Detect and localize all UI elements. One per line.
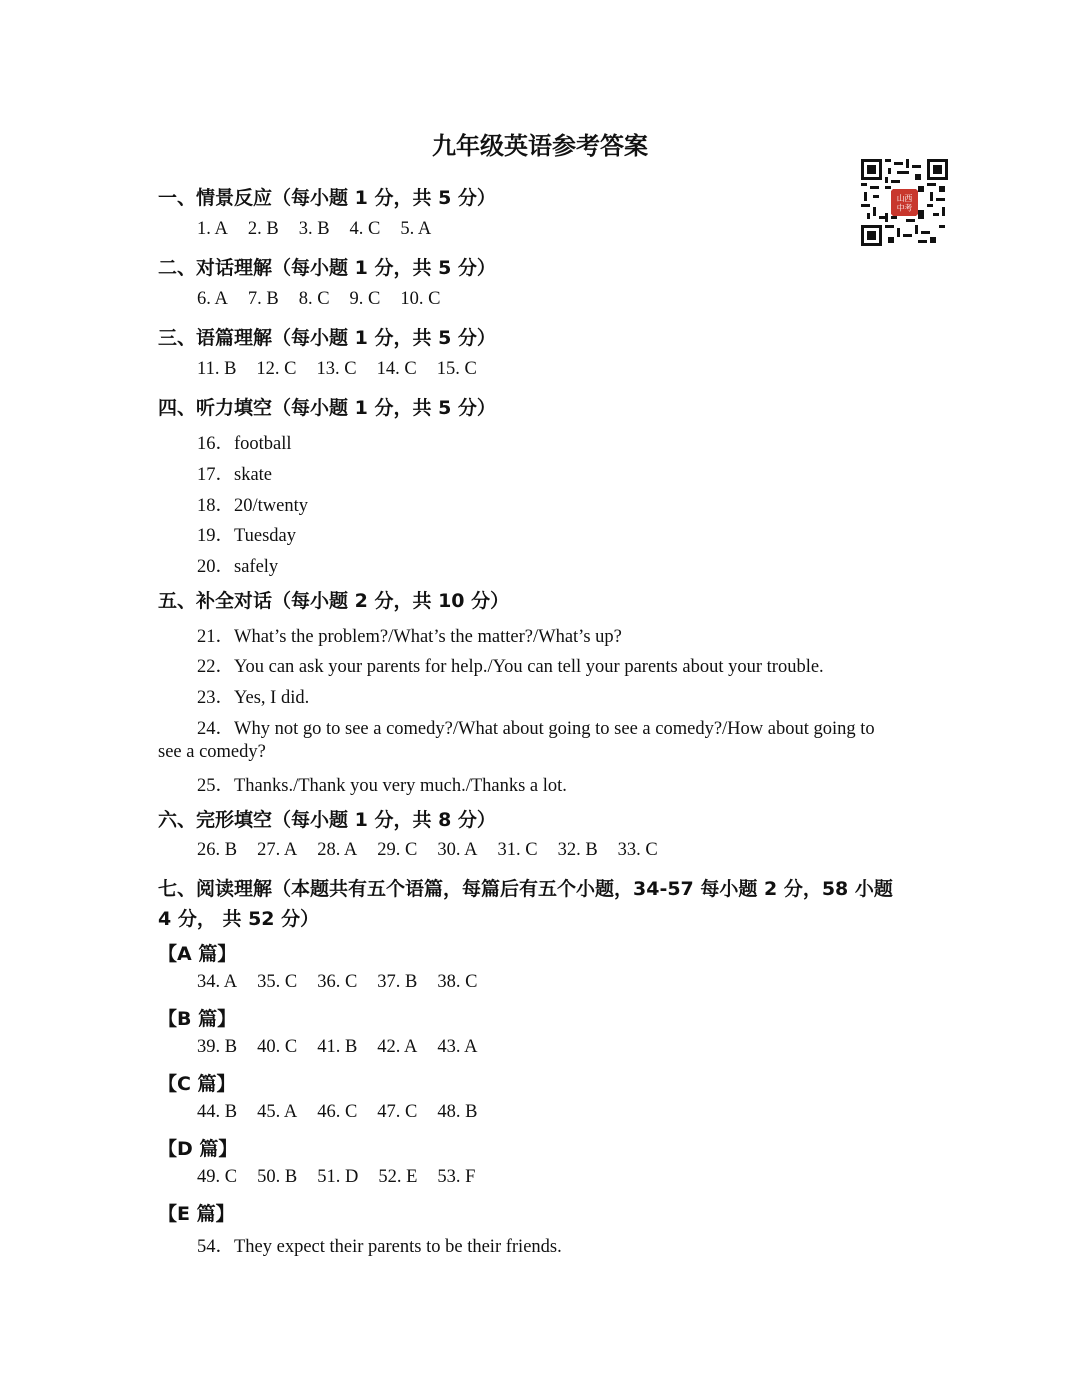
- answer-row-a: [197, 972, 497, 993]
- answer-24-continued: see a comedy?: [158, 742, 266, 762]
- answer-row-3: [197, 359, 497, 380]
- answer-26: 26. B: [197, 840, 238, 860]
- answer-19: 19．Tuesday: [197, 526, 297, 546]
- answer-33: 33. C: [617, 840, 658, 860]
- answer-54: 54．They expect their parents to be their friends.: [197, 1237, 562, 1257]
- answer-42: 42. A: [377, 1037, 418, 1057]
- answer-15: 15. C: [436, 359, 477, 379]
- answer-53: 53. F: [437, 1167, 476, 1187]
- passage-label-a: 【A 篇】: [158, 943, 237, 965]
- answer-35: 35. C: [257, 972, 298, 992]
- answer-10: 10. C: [400, 289, 441, 309]
- passage-label-d: 【D 篇】: [158, 1138, 238, 1160]
- answer-23: 23．Yes, I did.: [197, 688, 310, 708]
- answer-47: 47. C: [377, 1102, 418, 1122]
- qr-logo-text-top: 山西: [896, 194, 913, 203]
- answer-48: 48. B: [437, 1102, 478, 1122]
- qr-logo-text-bottom: 中考: [896, 203, 913, 213]
- section-heading-4: 四、听力填空（每小题 1 分，共 5 分）: [158, 397, 496, 419]
- answer-row-d: [197, 1167, 495, 1188]
- answer-49: 49. C: [197, 1167, 238, 1187]
- answer-45: 45. A: [257, 1102, 298, 1122]
- answer-43: 43. A: [437, 1037, 478, 1057]
- answer-29: 29. C: [377, 840, 418, 860]
- answer-11: 11. B: [197, 359, 237, 379]
- answer-41: 41. B: [317, 1037, 358, 1057]
- answer-5: 5. A: [400, 219, 432, 239]
- answer-38: 38. C: [437, 972, 478, 992]
- answer-row-c: [197, 1102, 497, 1123]
- answer-51: 51. D: [317, 1167, 359, 1187]
- passage-label-c: 【C 篇】: [158, 1073, 236, 1095]
- answer-12: 12. C: [256, 359, 297, 379]
- section-heading-6: 六、完形填空（每小题 1 分，共 8 分）: [158, 809, 496, 831]
- passage-label-e: 【E 篇】: [158, 1203, 235, 1225]
- section-heading-7: 七、阅读理解（本题共有五个语篇，每篇后有五个小题，34-57 每小题 2 分，58 小题: [158, 878, 893, 900]
- answer-36: 36. C: [317, 972, 358, 992]
- answer-37: 37. B: [377, 972, 418, 992]
- answer-row-1: [197, 219, 451, 240]
- answer-7: 7. B: [247, 289, 279, 309]
- answer-34: 34. A: [197, 972, 238, 992]
- answer-2: 2. B: [247, 219, 279, 239]
- section-heading-2: 二、对话理解（每小题 1 分，共 5 分）: [158, 257, 496, 279]
- answer-30: 30. A: [437, 840, 478, 860]
- answer-4: 4. C: [349, 219, 381, 239]
- answer-52: 52. E: [378, 1167, 418, 1187]
- answer-14: 14. C: [376, 359, 417, 379]
- answer-46: 46. C: [317, 1102, 358, 1122]
- section-heading-3: 三、语篇理解（每小题 1 分，共 5 分）: [158, 327, 496, 349]
- answer-9: 9. C: [349, 289, 381, 309]
- answer-32: 32. B: [557, 840, 598, 860]
- answer-3: 3. B: [298, 219, 330, 239]
- section-heading-7-continued: 4 分， 共 52 分）: [158, 908, 320, 930]
- answer-6: 6. A: [197, 289, 228, 309]
- answer-1: 1. A: [197, 219, 228, 239]
- section-heading-5: 五、补全对话（每小题 2 分，共 10 分）: [158, 590, 510, 612]
- qr-code: [861, 159, 948, 246]
- answer-16: 16．football: [197, 434, 292, 454]
- answer-21: 21．What’s the problem?/What’s the matter?/What’s up?: [197, 627, 622, 647]
- answer-40: 40. C: [257, 1037, 298, 1057]
- answer-50: 50. B: [257, 1167, 298, 1187]
- answer-22: 22．You can ask your parents for help./You can tell your parents about your trouble.: [197, 657, 824, 677]
- answer-24: 24．Why not go to see a comedy?/What about going to see a comedy?/How about going to: [197, 719, 875, 739]
- answer-25: 25．Thanks./Thank you very much./Thanks a lot.: [197, 776, 567, 796]
- answer-31: 31. C: [497, 840, 538, 860]
- page-title: 九年级英语参考答案: [432, 132, 648, 160]
- answer-20: 20．safely: [197, 557, 279, 577]
- answer-8: 8. C: [298, 289, 330, 309]
- answer-18: 18．20/twenty: [197, 496, 308, 516]
- answer-row-6: [197, 840, 678, 861]
- answer-row-b: [197, 1037, 497, 1058]
- answer-row-2: [197, 289, 460, 310]
- answer-28: 28. A: [317, 840, 358, 860]
- passage-label-b: 【B 篇】: [158, 1008, 237, 1030]
- answer-44: 44. B: [197, 1102, 238, 1122]
- answer-13: 13. C: [316, 359, 357, 379]
- answer-39: 39. B: [197, 1037, 238, 1057]
- answer-27: 27. A: [257, 840, 298, 860]
- section-heading-1: 一、情景反应（每小题 1 分，共 5 分）: [158, 187, 496, 209]
- answer-17: 17．skate: [197, 465, 273, 485]
